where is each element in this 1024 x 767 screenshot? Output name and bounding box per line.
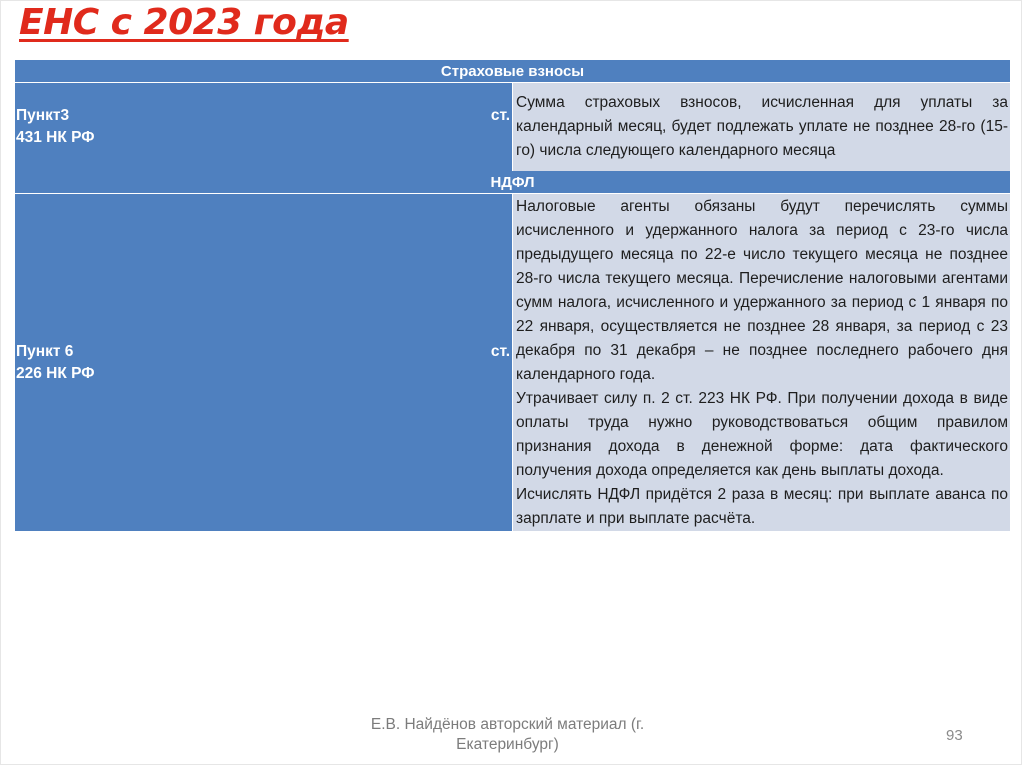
table-row [15,194,1010,532]
section-header-ndfl: НДФЛ [15,171,1010,194]
tax-table [15,60,1010,531]
label-point: Пункт 6 [16,342,74,360]
label-code: 226 НК РФ [16,364,95,382]
footer-author-line1: Е.В. Найдёнов авторский материал (г. [370,716,645,733]
section-header-row [15,60,1010,83]
section-header-row [15,171,1010,194]
paragraph: Исчислять НДФЛ придётся 2 раза в месяц: при выплате аванса по зарплате и при выплате расчёта. [516,486,1008,527]
page-number: 93 [946,727,963,744]
label-article: ст. [490,342,510,360]
section-header-insurance: Страховые взносы [15,60,1010,83]
table-row [15,83,1010,172]
row-text-insurance [513,83,1011,172]
label-point: Пункт3 [16,107,70,124]
row-text-ndfl [513,194,1011,532]
paragraph: Налоговые агенты обязаны будут перечислять суммы исчисленного и удержанного налога за период с 23-го числа предыдущего месяца по 22-е число текущего месяца не позднее 28-го числа текущего месяца. Перечисление налоговыми агентами сумм налога, исчисленного и удержанного за период с 1 января по 22 января, осуществляется не позднее 28 января, за период с 23 декабря по 31 декабря – не позднее последнего рабочего дня календарного года. [516,198,1008,383]
slide-title: ЕНС с 2023 года [19,2,349,43]
label-code: 431 НК РФ [16,129,95,146]
footer-author-line2: Екатеринбург) [456,736,559,753]
paragraph: Утрачивает силу п. 2 ст. 223 НК РФ. При получении дохода в виде оплаты труда нужно руководствоваться общим правилом признания дохода в денежной форме: дата фактического получения дохода определяется как день выплаты дохода. [516,390,1008,479]
row-label-insurance [15,83,513,172]
label-article: ст. [490,107,510,124]
paragraph: Сумма страховых взносов, исчисленная для уплаты за календарный месяц, будет подлежать уплате не позднее 28-го (15-го) числа следующего календарного месяца [516,94,1008,159]
footer-author [350,715,665,755]
row-label-ndfl [15,194,513,532]
